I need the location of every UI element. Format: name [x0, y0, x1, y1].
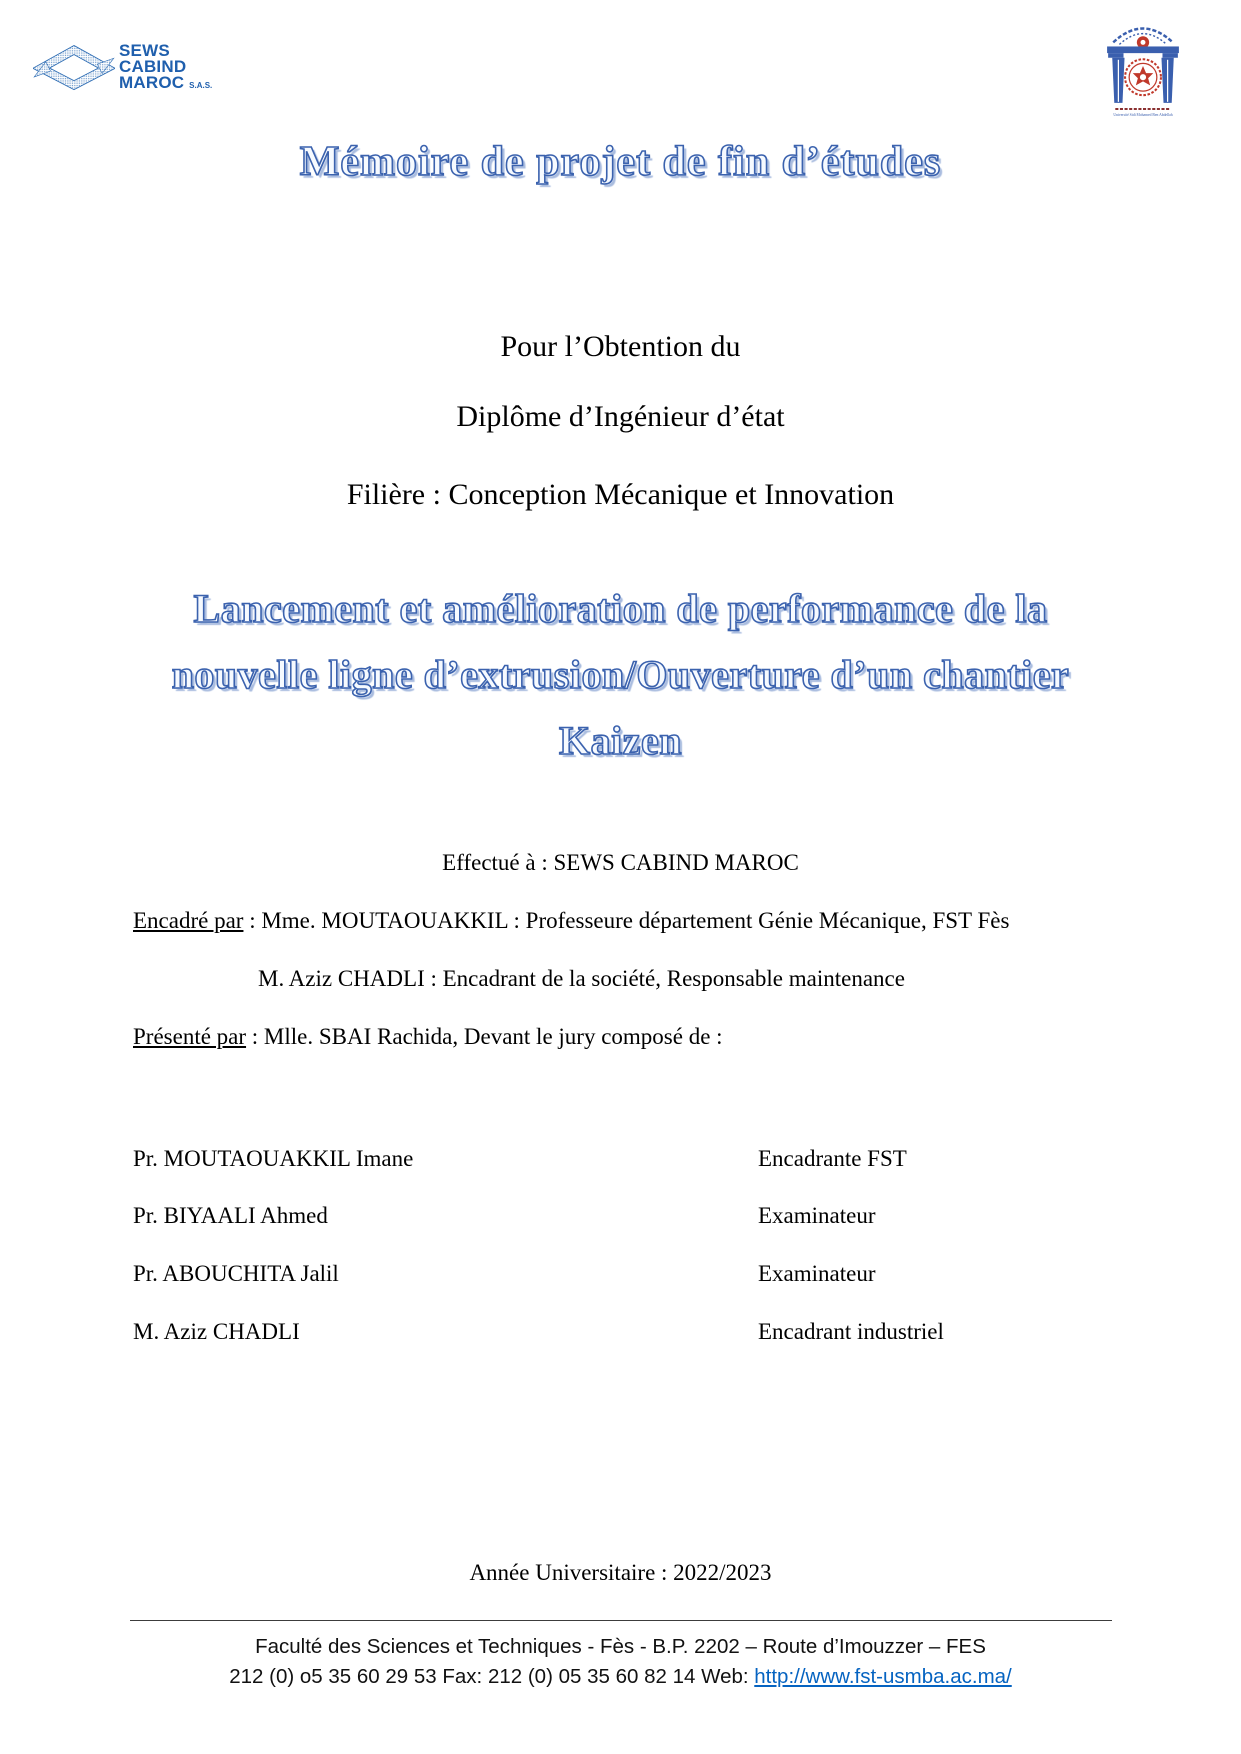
- university-emblem-icon: [1103, 14, 1183, 122]
- presente-line: [133, 1024, 723, 1050]
- document-title: Mémoire de projet de fin d’études: [299, 139, 942, 185]
- presente-label: Présenté par: [133, 1024, 247, 1049]
- university-usmba-logo: [1103, 14, 1183, 127]
- jury-member-role: Examinateur: [758, 1203, 876, 1228]
- sews-logo-line3: MAROC S.A.S.: [119, 73, 213, 93]
- jury-member-role: Examinateur: [758, 1261, 876, 1286]
- encadrant-societe-line: M. Aziz CHADLI : Encadrant de la société, Responsable maintenance: [258, 966, 905, 991]
- project-title-line3: Kaizen: [559, 718, 682, 763]
- jury-member-role: Encadrante FST: [758, 1146, 907, 1171]
- sews-logo-line2: CABIND: [119, 56, 187, 76]
- sews-logo-sas: S.A.S.: [189, 81, 213, 91]
- sews-logo-text: [119, 40, 213, 93]
- intro-filiere-line: Filière : Conception Mécanique et Innovation: [346, 478, 895, 511]
- jury-row: [133, 1261, 1108, 1287]
- academic-year-line: Année Universitaire : 2022/2023: [469, 1560, 772, 1585]
- university-caption: Université Sidi Mohamed Ben Abdellah: [1113, 113, 1173, 118]
- jury-row: [133, 1203, 1108, 1229]
- footer-contact-line: [0, 1662, 1241, 1692]
- project-title-line1: Lancement et amélioration de performance de la: [193, 586, 1048, 631]
- jury-member-name: Pr. BIYAALI Ahmed: [133, 1203, 328, 1228]
- sews-cabind-maroc-logo: [33, 36, 212, 98]
- intro-diplome-line: Diplôme d’Ingénieur d’état: [456, 400, 785, 433]
- encadre-label: Encadré par: [133, 908, 244, 933]
- sews-diamond-icon: [33, 36, 115, 98]
- footer-phone-fax: 212 (0) o5 35 60 29 53 Fax: 212 (0) 05 35 60 82 14 Web:: [229, 1665, 755, 1688]
- jury-member-name: Pr. MOUTAOUAKKIL Imane: [133, 1146, 414, 1171]
- encadre-line: [133, 908, 1009, 934]
- jury-member-name: Pr. ABOUCHITA Jalil: [133, 1261, 339, 1286]
- footer: [0, 1632, 1241, 1692]
- jury-row: [133, 1146, 1108, 1172]
- footer-address-line: Faculté des Sciences et Techniques - Fès - B.P. 2202 – Route d’Imouzzer – FES: [255, 1635, 986, 1658]
- jury-member-role: Encadrant industriel: [758, 1319, 944, 1344]
- intro-obtention-line: Pour l’Obtention du: [500, 330, 741, 363]
- encadre-rest: : Mme. MOUTAOUAKKIL : Professeure département Génie Mécanique, FST Fès: [243, 908, 1010, 933]
- footer-website-link[interactable]: http://www.fst-usmba.ac.ma/: [754, 1665, 1012, 1688]
- jury-row: [133, 1319, 1108, 1345]
- project-title-line2: nouvelle ligne d’extrusion/Ouverture d’un chantier: [171, 652, 1070, 697]
- effectue-line: Effectué à : SEWS CABIND MAROC: [442, 850, 799, 875]
- sews-logo-line1: SEWS: [119, 40, 170, 60]
- project-title: [0, 576, 1241, 774]
- footer-divider: [130, 1620, 1112, 1621]
- jury-member-name: M. Aziz CHADLI: [133, 1319, 300, 1344]
- presente-rest: : Mlle. SBAI Rachida, Devant le jury composé de :: [246, 1024, 723, 1049]
